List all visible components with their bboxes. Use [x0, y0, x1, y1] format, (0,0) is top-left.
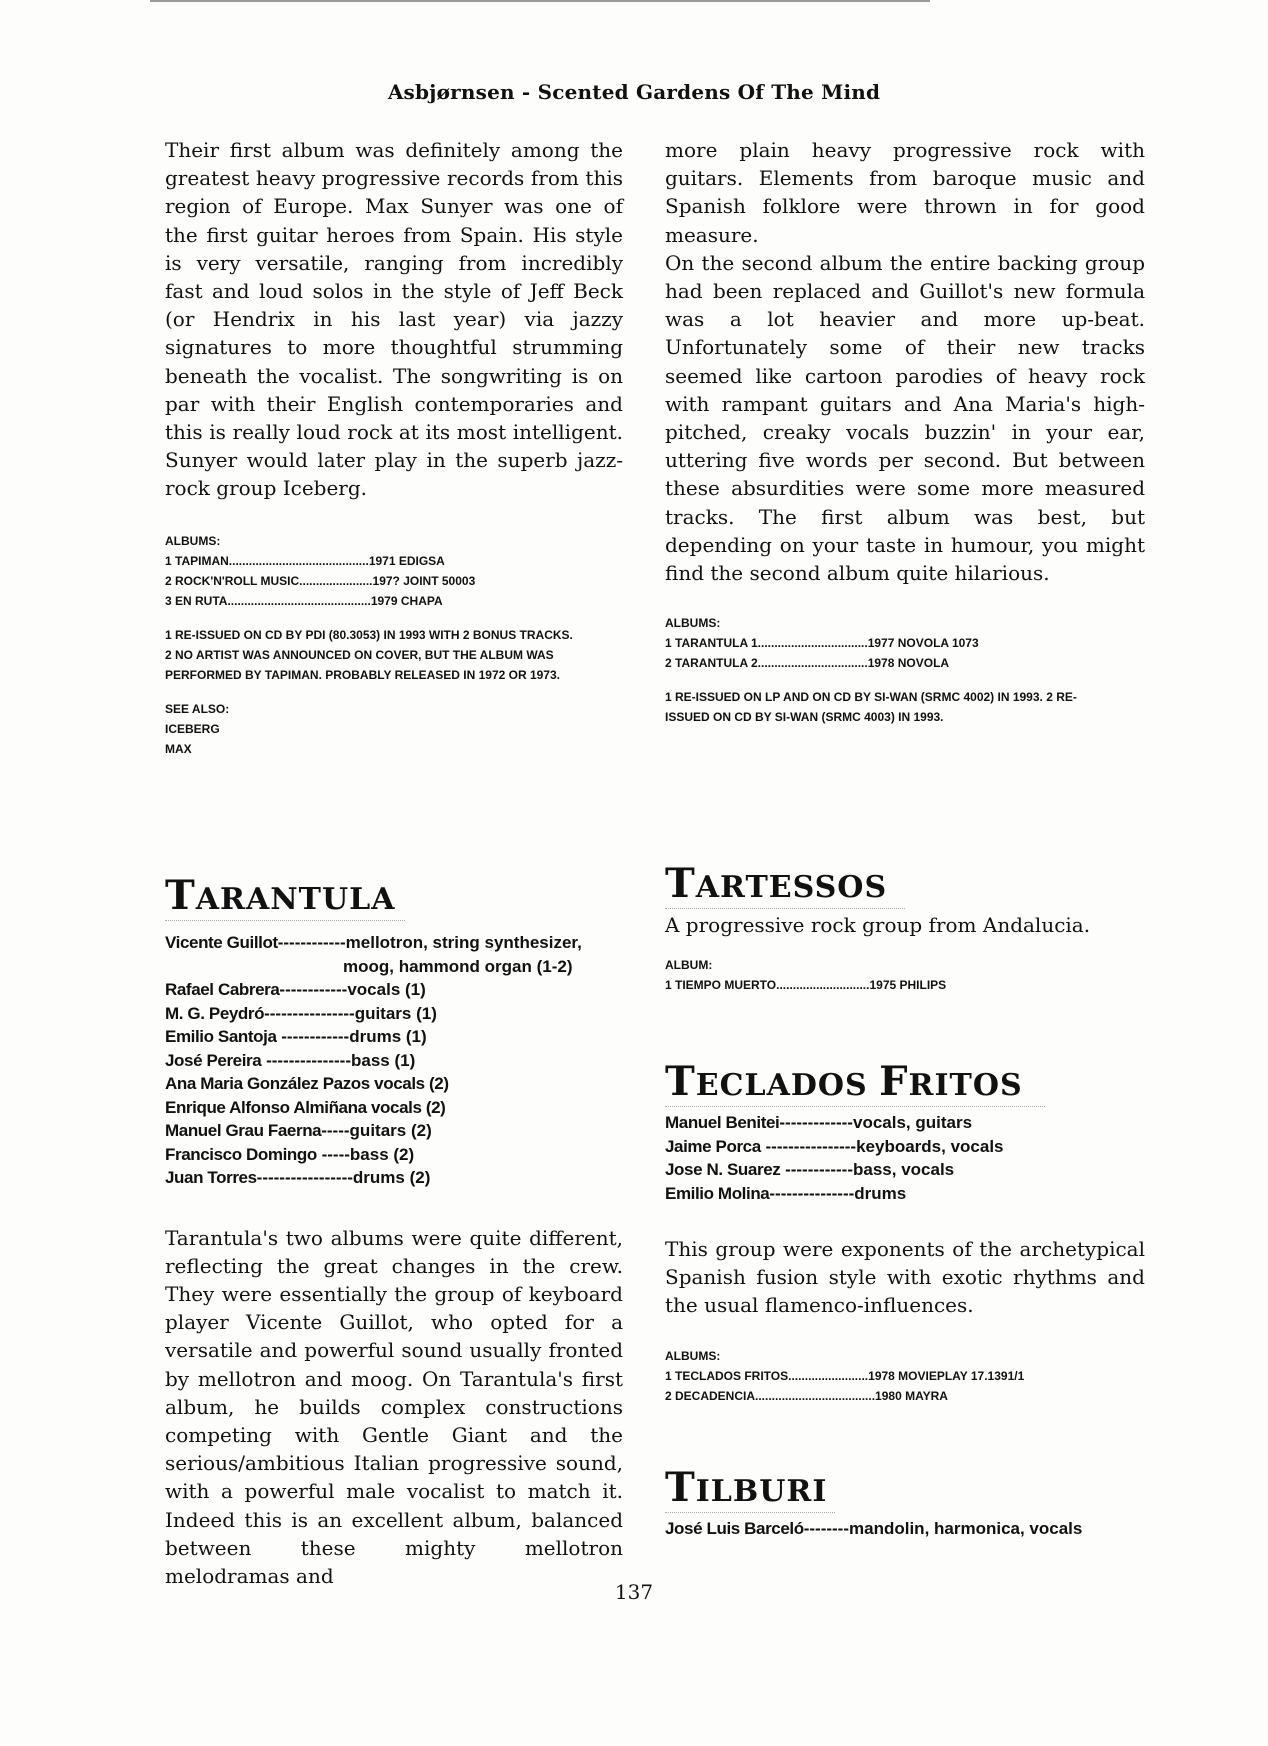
member-role: guitars (2): [349, 1121, 432, 1140]
tapiman-discography: [165, 531, 623, 759]
leader-dots: ....................................: [755, 1388, 876, 1403]
title-underline: [665, 1106, 1045, 1107]
lineup-row: [165, 1025, 623, 1049]
member-role: mandolin, harmonica, vocals: [849, 1519, 1083, 1538]
member-name: Emilio Santoja: [165, 1027, 277, 1046]
lineup-row: [165, 1143, 623, 1167]
albums-label: ALBUMS:: [665, 616, 721, 631]
member-name: Ana Maria González Pazos vocals (2): [165, 1074, 449, 1093]
member-role: drums (2): [352, 1168, 431, 1187]
album-title: 2 ROCK'N'ROLL MUSIC: [165, 573, 300, 588]
lineup-row: [165, 1049, 623, 1073]
max-sunyer-paragraph: Their first album was definitely among the greatest heavy progressive records from this region of Europe. Max Sunyer was one of the first guitar heroes from Spain. His style is very versatile, ranging from incredibly fast and loud solos in the style of Jeff Beck (or Hendrix in his last year) via jazzy signatures to more thoughtful strumming beneath the vocalist. The songwriting is on par with their English contemporaries and this is really loud rock at its most intelligent. Sunyer would later play in the superb jazz-rock group Iceberg.: [165, 138, 623, 501]
member-role: guitars (1): [354, 1003, 437, 1023]
member-name: Jaime Porca: [665, 1136, 761, 1156]
member-name: Francisco Domingo: [165, 1144, 317, 1164]
tarantula-paragraph: Tarantula's two albums were quite different, reflecting the great changes in the crew. They were essentially the group of keyboard player Vicente Guillot, who opted for a versatile and powerful sound usually fronted by mellotron and moog. On Tarantula's first album, he builds complex constructions competing with Gentle Giant and the serious/ambitious Italian progressive sound, with a powerful male vocalist to match it. Indeed this is an excellent album, balanced between these mighty mellotron melodramas and: [165, 1225, 623, 1588]
see-also-item: MAX: [165, 741, 192, 756]
tilburi-lineup: [665, 1517, 1145, 1541]
album-info: 1971 EDIGSA: [368, 553, 445, 568]
leader-dashes: -----: [321, 1121, 350, 1140]
member-name: Enrique Alfonso Almiñana vocals (2): [165, 1097, 446, 1117]
member-name: Jose N. Suarez: [665, 1160, 781, 1179]
teclados-fritos-section: [665, 1058, 1145, 1406]
album-title: 3 EN RUTA: [165, 593, 228, 608]
leader-dashes: -------------: [779, 1113, 853, 1132]
title-underline: [165, 920, 405, 921]
album-entry: [665, 975, 1145, 995]
top-rule: [150, 0, 930, 2]
title-underline: [665, 908, 905, 909]
lineup-row: [165, 1072, 623, 1096]
lineup-row: [665, 1517, 1145, 1541]
note-line: 1 RE-ISSUED ON CD BY PDI (80.3053) IN 1993 WITH 2 BONUS TRACKS.: [165, 627, 573, 642]
leader-dashes: ------------: [277, 933, 346, 952]
member-role: mellotron, string synthesizer,: [345, 933, 582, 952]
note-line: PERFORMED BY TAPIMAN. PROBABLY RELEASED IN 1972 OR 1973.: [165, 667, 560, 682]
album-entry: [665, 1386, 1145, 1406]
teclados-fritos-heading: [665, 1058, 1145, 1105]
tarantula-section: [165, 872, 623, 1590]
title-rest: ILBURI: [695, 1474, 828, 1509]
albums-label: ALBUMS:: [665, 1348, 721, 1363]
teclados-fritos-lineup: [665, 1111, 1145, 1205]
member-role: vocals (1): [347, 980, 426, 999]
member-role: bass (1): [350, 1050, 416, 1070]
album-info: 197? JOINT 50003: [372, 573, 476, 588]
lineup-row: [165, 978, 623, 1002]
lineup-row: [665, 1135, 1145, 1159]
member-name: Juan Torres: [165, 1168, 257, 1187]
leader-dots: .................................: [757, 656, 868, 671]
tarantula-second-album-paragraph: On the second album the entire backing group had been replaced and Guillot's new formula was a lot heavier and more up-beat. Unfortunately some of their new tracks seemed like cartoon parodies of heavy rock with rampant guitars and Ana Maria's high-pitched, creaky vocals buzzin' in your ear, uttering five words per second. But between these absurdities were some more measured tracks. The first album was best, but depending on your taste in humour, you might find the second album quite hilarious.: [665, 250, 1145, 586]
member-role: drums: [854, 1183, 907, 1203]
album-info: 1978 MOVIEPLAY 17.1391/1: [868, 1368, 1025, 1383]
album-info: 1979 CHAPA: [370, 593, 443, 608]
album-info: 1978 NOVOLA: [867, 656, 950, 671]
tarantula-heading: [165, 872, 623, 919]
leader-dots: .................................: [757, 636, 868, 651]
lineup-row: [665, 1158, 1145, 1182]
member-name: Rafael Cabrera: [165, 980, 280, 999]
note-line: 2 NO ARTIST WAS ANNOUNCED ON COVER, BUT THE ALBUM WAS: [165, 647, 554, 662]
albums-label: ALBUMS:: [165, 533, 221, 548]
note-line: 1 RE-ISSUED ON LP AND ON CD BY SI-WAN (SRMC 4002) IN 1993. 2 RE-: [665, 690, 1077, 705]
leader-dots: ..........................................: [228, 553, 369, 568]
leader-dashes: --------: [803, 1519, 850, 1538]
leader-dashes: -----------------: [256, 1168, 353, 1187]
see-also-item: ICEBERG: [165, 721, 220, 736]
title-initial: T: [665, 1058, 696, 1105]
member-role: keyboards, vocals: [856, 1136, 1004, 1156]
title-initial: T: [665, 1464, 696, 1511]
title-underline: [665, 1512, 835, 1513]
lineup-row: [165, 1166, 623, 1190]
tilburi-heading: [665, 1464, 1145, 1511]
title-initial: F: [879, 1058, 909, 1105]
title-rest: RITOS: [908, 1068, 1023, 1103]
lineup-row: [165, 1119, 623, 1143]
teclados-fritos-discography: [665, 1346, 1145, 1406]
lineup-row: [665, 1182, 1145, 1206]
title-rest: ECLADOS: [695, 1068, 880, 1103]
title-rest: ARTESSOS: [695, 870, 888, 905]
tapiman-notes: [165, 625, 623, 685]
tarantula-notes: [665, 687, 1145, 727]
lineup-row: [165, 1096, 623, 1120]
teclados-fritos-paragraph: This group were exponents of the archetypical Spanish fusion style with exotic rhythms and the usual flamenco-influences.: [665, 1237, 1145, 1318]
note-line: ISSUED ON CD BY SI-WAN (SRMC 4003) IN 1993.: [665, 710, 944, 725]
tarantula-discography: [665, 613, 1145, 727]
lineup-row: [165, 1002, 623, 1026]
member-role: bass, vocals: [853, 1160, 955, 1179]
album-entry: [165, 551, 623, 571]
title-initial: T: [165, 872, 196, 919]
tilburi-section: [665, 1464, 1145, 1541]
leader-dots: ......................: [299, 573, 373, 588]
tartessos-heading: [665, 860, 1145, 907]
member-name: Manuel Benitei: [665, 1113, 780, 1132]
member-name: Emilio Molina: [665, 1183, 770, 1203]
left-column: [165, 136, 623, 1588]
leader-dots: ............................: [776, 978, 870, 992]
leader-dashes: -----: [316, 1144, 350, 1164]
leader-dashes: ----------------: [264, 1003, 355, 1023]
title-rest: ARANTULA: [195, 882, 396, 917]
album-info: 1980 MAYRA: [875, 1388, 948, 1403]
album-title: 1 TAPIMAN: [165, 553, 229, 568]
album-title: 1 TECLADOS FRITOS: [665, 1368, 789, 1383]
leader-dashes: ----------------: [760, 1136, 857, 1156]
leader-dashes: ------------: [276, 1027, 350, 1046]
album-entry: [665, 1366, 1145, 1386]
album-entry: [165, 571, 623, 591]
member-name: Manuel Grau Faerna: [165, 1121, 322, 1140]
album-entry: [665, 653, 1145, 673]
title-initial: T: [665, 860, 696, 907]
member-name: José Luis Barceló: [665, 1519, 804, 1538]
lineup-row: [665, 1111, 1145, 1135]
leader-dashes: ------------: [279, 980, 348, 999]
tartessos-discography: [665, 955, 1145, 995]
album-entry: [165, 591, 623, 611]
running-head: Asbjørnsen - Scented Gardens Of The Mind: [387, 80, 881, 104]
album-entry: [665, 633, 1145, 653]
album-info: 1975 PHILIPS: [869, 978, 947, 992]
album-title: 1 TIEMPO MUERTO: [665, 978, 777, 992]
tarantula-lineup: [165, 931, 623, 1190]
member-role: vocals, guitars: [852, 1113, 973, 1132]
album-title: 1 TARANTULA 1: [665, 636, 758, 651]
see-also-label: SEE ALSO:: [165, 701, 230, 716]
page-number: 137: [614, 1580, 654, 1604]
leader-dashes: ---------------: [769, 1183, 855, 1203]
member-name: Vicente Guillot: [165, 933, 278, 952]
leader-dots: ........................: [788, 1368, 869, 1383]
lineup-row: [165, 931, 623, 955]
right-column: [665, 136, 1145, 1538]
tartessos-section: [665, 860, 1145, 995]
member-name: José Pereira: [165, 1050, 262, 1070]
see-also: [165, 699, 623, 759]
album-info: 1977 NOVOLA 1073: [867, 636, 979, 651]
tarantula-continued-paragraph: more plain heavy progressive rock with guitars. Elements from baroque music and Spanish folklore were thrown in for good measure.: [665, 138, 1145, 247]
leader-dashes: ---------------: [261, 1050, 351, 1070]
member-role: bass (2): [349, 1144, 415, 1164]
album-title: 2 DECADENCIA: [665, 1388, 756, 1403]
leader-dashes: ------------: [780, 1160, 854, 1179]
tartessos-intro: A progressive rock group from Andalucia.: [665, 913, 1091, 937]
member-role: drums (1): [349, 1027, 427, 1046]
member-role: moog, hammond organ (1-2): [343, 956, 573, 976]
album-label: ALBUM:: [665, 958, 713, 972]
member-name: M. G. Peydró: [165, 1003, 265, 1023]
album-title: 2 TARANTULA 2: [665, 656, 758, 671]
leader-dots: ...........................................: [227, 593, 371, 608]
lineup-row: [165, 955, 623, 979]
